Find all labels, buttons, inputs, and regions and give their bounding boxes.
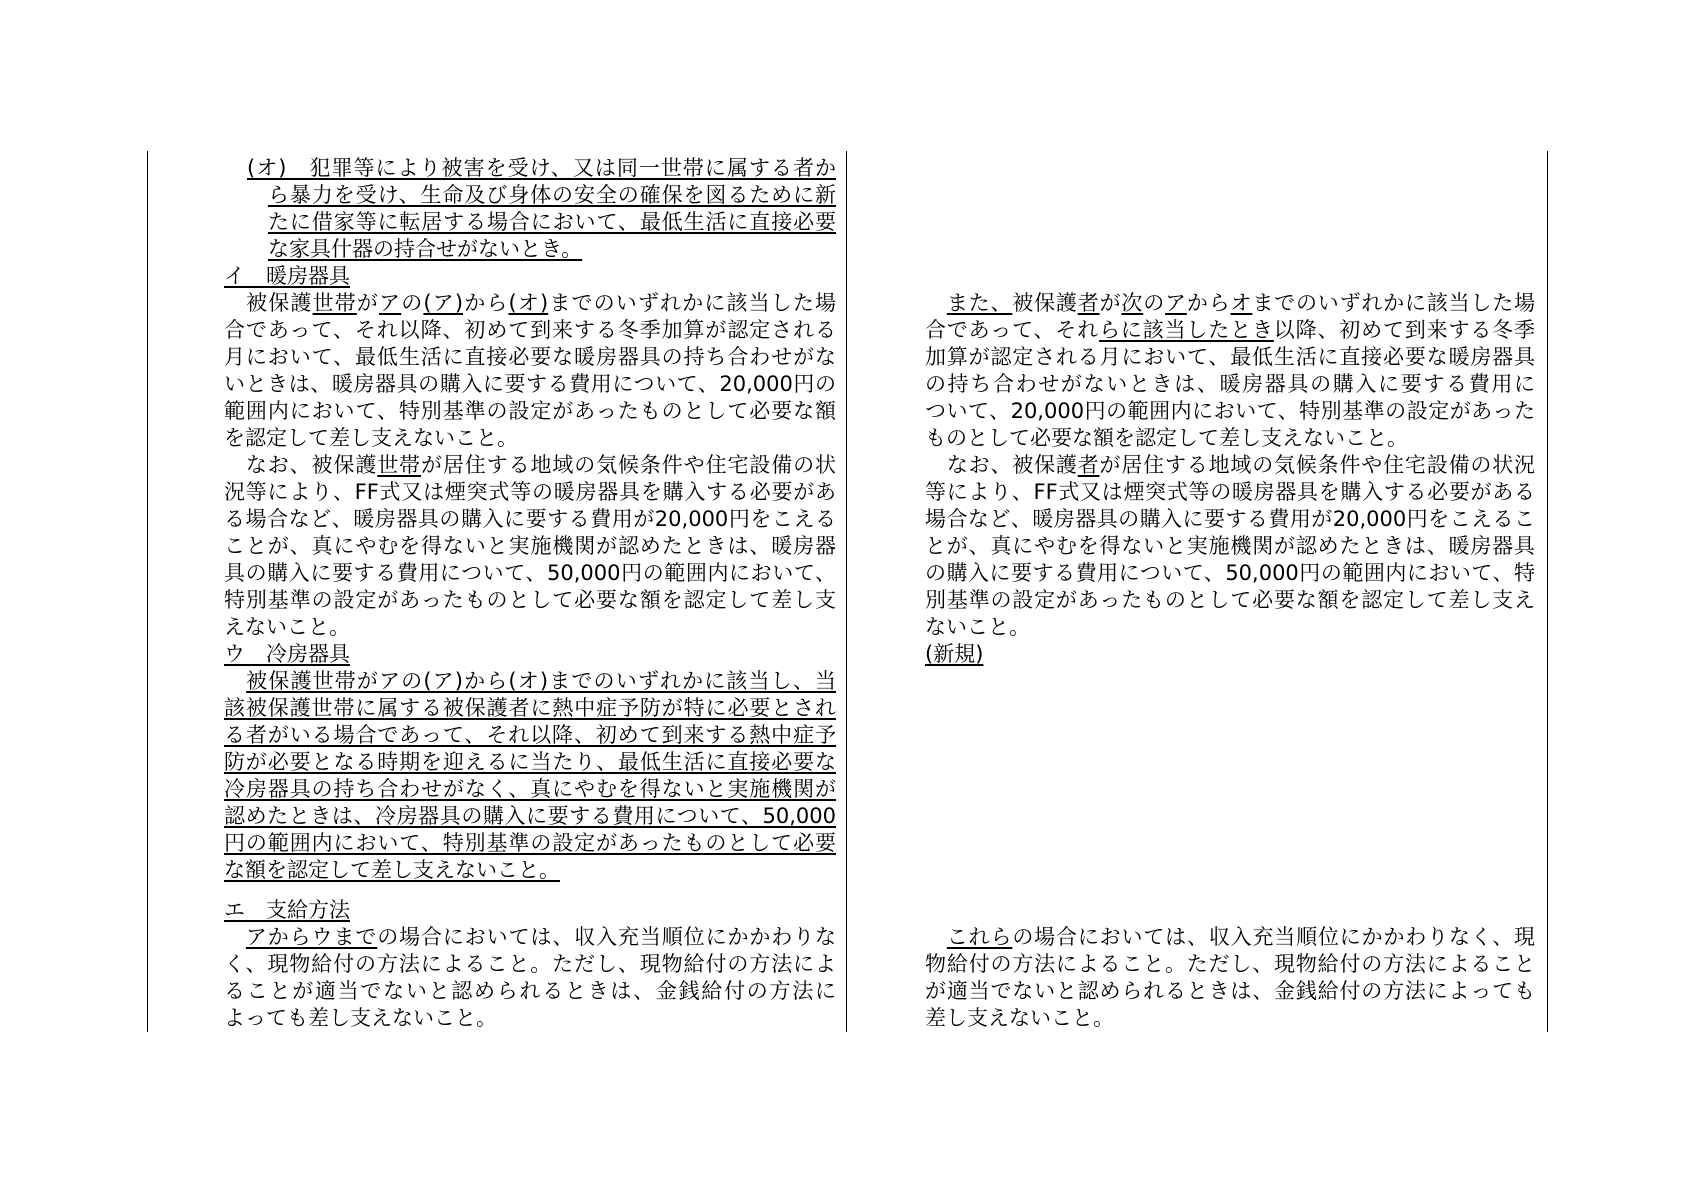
blank-line	[224, 884, 836, 897]
text: 具の購入に要する費用について、50,000円の範囲内において、	[224, 561, 836, 585]
text-line	[925, 398, 1535, 425]
text-line	[224, 344, 836, 371]
text-line	[224, 209, 836, 236]
text: 範囲内において、特別基準の設定があったものとして必要な額	[224, 399, 836, 423]
underlined-text: オ	[1230, 291, 1253, 315]
text-line	[224, 155, 836, 182]
text-line	[224, 533, 836, 560]
section-heading	[224, 641, 836, 668]
text-line	[925, 479, 1535, 506]
underlined-text: (ア)	[423, 291, 464, 315]
text: の購入に要する費用について、50,000円の範囲内において、特	[925, 561, 1535, 585]
text: の	[401, 291, 424, 315]
text: から	[463, 291, 509, 315]
blank-line	[925, 695, 1535, 722]
text: なお、被保護	[925, 453, 1078, 477]
text-line	[925, 290, 1535, 317]
text: 別基準の設定があったものとして必要な額を認定して差し支え	[925, 588, 1535, 612]
new-text-column	[925, 155, 1535, 1032]
underlined-text: 世帯	[377, 453, 422, 477]
text-line	[224, 236, 836, 263]
text: 等により、FF式又は煙突式等の暖房器具を購入する必要がある	[925, 480, 1535, 504]
text: ないこと。	[925, 615, 1030, 639]
text-line	[224, 776, 836, 803]
underlined-text: 被保護世帯がアの(ア)から(オ)までのいずれかに該当し、当	[246, 669, 836, 693]
text-line	[925, 506, 1535, 533]
blank-line	[925, 884, 1535, 897]
text: を認定して差し支えないこと。	[224, 426, 518, 450]
text: ることが適当でないと認められるときは、金銭給付の方法に	[224, 979, 836, 1003]
text: が	[356, 291, 380, 315]
text-line	[224, 1005, 836, 1032]
underlined-text: 冷房器具の持ち合わせがなく、真にやむを得ないと実施機関が	[224, 777, 836, 801]
text-line	[224, 924, 836, 951]
underlined-text: エ 支給方法	[224, 898, 350, 922]
text: 差し支えないこと。	[925, 1006, 1114, 1030]
text-line	[925, 1005, 1535, 1032]
underlined-text: (オ)	[508, 291, 549, 315]
text: までのいずれかに該当した場	[1252, 291, 1535, 315]
text-line	[224, 614, 836, 641]
text-line	[925, 533, 1535, 560]
text: までのいずれかに該当した場	[548, 291, 836, 315]
text: なお、被保護	[224, 453, 378, 477]
underlined-text: な家具什器の持合せがないとき。	[268, 237, 583, 261]
text: の場合においては、収入充当順位にかかわりなく、現	[1012, 925, 1535, 949]
text-line	[224, 749, 836, 776]
text-line	[224, 452, 836, 479]
text: から	[1186, 291, 1231, 315]
text: 況等により、FF式又は煙突式等の暖房器具を購入する必要があ	[224, 480, 836, 504]
blank-line	[925, 722, 1535, 749]
underlined-text: 次	[1121, 291, 1144, 315]
underlined-text: 該被保護世帯に属する被保護者に熱中症予防が特に必要とされ	[224, 696, 836, 720]
text-line	[224, 290, 836, 317]
text-line	[224, 978, 836, 1005]
text: が適当でないと認められるときは、金銭給付の方法によっても	[925, 979, 1535, 1003]
text: 被保護	[224, 291, 313, 315]
text-line	[925, 560, 1535, 587]
underlined-text: 者	[1077, 291, 1100, 315]
text: とが、真にやむを得ないと実施機関が認めたときは、暖房器具	[925, 534, 1535, 558]
old-text-column	[224, 155, 836, 1032]
table-border-middle	[846, 151, 847, 1032]
underlined-text: らに該当したとき	[1099, 318, 1274, 342]
underlined-text: ア	[379, 291, 402, 315]
text: が居住する地域の気候条件や住宅設備の状	[421, 453, 836, 477]
underlined-text: アからウまで	[245, 925, 378, 949]
underlined-text: 認めたときは、冷房器具の購入に要する費用について、50,000	[224, 804, 836, 828]
underlined-text: (新規)	[925, 642, 984, 666]
text: ものとして必要な額を認定して差し支えないこと。	[925, 426, 1408, 450]
text-line	[925, 951, 1535, 978]
underlined-text: な額を認定して差し支えないこと。	[224, 858, 560, 882]
text: 特別基準の設定があったものとして必要な額を認定して差し支	[224, 588, 836, 612]
text-line	[224, 722, 836, 749]
text: の場合においては、収入充当順位にかかわりな	[377, 925, 836, 949]
text: いときは、暖房器具の購入に要する費用について、20,000円の	[224, 372, 836, 396]
underlined-text: (オ) 犯罪等により被害を受け、又は同一世帯に属する者か	[247, 156, 836, 180]
section-heading	[224, 897, 836, 924]
text: よっても差し支えないこと。	[224, 1006, 497, 1030]
underlined-text: る者がいる場合であって、それ以降、初めて到来する熱中症予	[224, 723, 836, 747]
text: 合であって、それ	[925, 318, 1100, 342]
underlined-text: たに借家等に転居する場合において、最低生活に直接必要	[268, 210, 836, 234]
text: 場合など、暖房器具の購入に要する費用が20,000円をこえるこ	[925, 507, 1535, 531]
underlined-text: 世帯	[312, 291, 357, 315]
blank-line	[925, 897, 1535, 924]
text-line	[925, 587, 1535, 614]
blank-line	[925, 776, 1535, 803]
blank-line	[925, 803, 1535, 830]
text: の	[1143, 291, 1166, 315]
text: る場合など、暖房器具の購入に要する費用が20,000円をこえる	[224, 507, 836, 531]
text-line	[224, 425, 836, 452]
text-line	[224, 951, 836, 978]
text-line	[925, 425, 1535, 452]
underlined-text: また、	[946, 291, 1013, 315]
blank-line	[925, 209, 1535, 236]
text: ついて、20,000円の範囲内において、特別基準の設定があった	[925, 399, 1535, 423]
underlined-text: イ 暖房器具	[224, 264, 350, 288]
text: 加算が認定される月において、最低生活に直接必要な暖房器具	[925, 345, 1535, 369]
underlined-text: 者	[1077, 453, 1100, 477]
section-heading	[224, 263, 836, 290]
text-line	[925, 344, 1535, 371]
text-line	[925, 317, 1535, 344]
text-line	[925, 452, 1535, 479]
text: く、現物給付の方法によること。ただし、現物給付の方法によ	[224, 952, 836, 976]
text-line	[224, 506, 836, 533]
text: の持ち合わせがないときは、暖房器具の購入に要する費用に	[925, 372, 1535, 396]
text-line	[224, 371, 836, 398]
underlined-text: ア	[1165, 291, 1187, 315]
text: 被保護	[1012, 291, 1078, 315]
text	[224, 669, 246, 693]
text: 物給付の方法によること。ただし、現物給付の方法によること	[925, 952, 1535, 976]
underlined-text: ら暴力を受け、生命及び身体の安全の確保を図るために新	[268, 183, 836, 207]
blank-line	[925, 236, 1535, 263]
underlined-text: 防が必要となる時期を迎えるに当たり、最低生活に直接必要な	[224, 750, 836, 774]
text-line	[224, 695, 836, 722]
blank-line	[925, 668, 1535, 695]
text: が	[1099, 291, 1122, 315]
text: 月において、最低生活に直接必要な暖房器具の持ち合わせがな	[224, 345, 836, 369]
blank-line	[925, 830, 1535, 857]
underlined-text: これら	[946, 925, 1013, 949]
text-line	[224, 587, 836, 614]
text-line	[224, 560, 836, 587]
text: 以降、初めて到来する冬季	[1273, 318, 1535, 342]
text-line	[224, 803, 836, 830]
text-line	[224, 479, 836, 506]
blank-line	[925, 263, 1535, 290]
text-line	[224, 182, 836, 209]
text-line	[925, 371, 1535, 398]
text-line	[224, 857, 836, 884]
text-line	[224, 398, 836, 425]
text: 合であって、それ以降、初めて到来する冬季加算が認定される	[224, 318, 836, 342]
underlined-text: ウ 冷房器具	[224, 642, 350, 666]
text-line	[224, 830, 836, 857]
blank-line	[925, 182, 1535, 209]
text-line	[925, 641, 1535, 668]
text-line	[925, 978, 1535, 1005]
text: ことが、真にやむを得ないと実施機関が認めたときは、暖房器	[224, 534, 836, 558]
blank-line	[925, 155, 1535, 182]
text: えないこと。	[224, 615, 350, 639]
text-line	[224, 668, 836, 695]
text-line	[224, 317, 836, 344]
underlined-text: 円の範囲内において、特別基準の設定があったものとして必要	[224, 831, 836, 855]
table-border-left	[147, 151, 148, 1032]
table-border-right	[1547, 151, 1548, 1032]
text	[224, 925, 246, 949]
text-line	[925, 924, 1535, 951]
text: が居住する地域の気候条件や住宅設備の状況	[1099, 453, 1535, 477]
blank-line	[925, 857, 1535, 884]
text	[925, 925, 947, 949]
blank-line	[925, 749, 1535, 776]
text	[925, 291, 947, 315]
text-line	[925, 614, 1535, 641]
